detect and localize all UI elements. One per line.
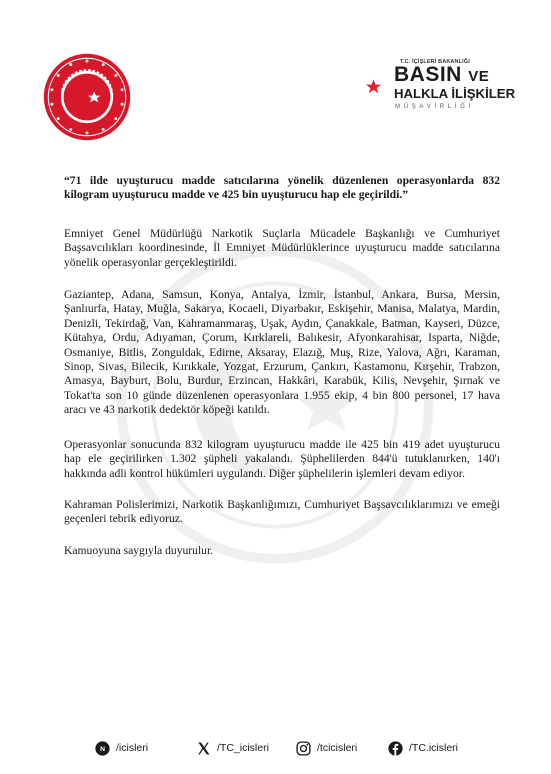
press-office-brand (338, 58, 528, 128)
brand-ministry: T.C. İÇİŞLERİ BAKANLIĞI (400, 59, 470, 65)
svg-text:N: N (100, 745, 105, 753)
social-instagram[interactable] (296, 738, 357, 758)
facebook-icon (388, 741, 403, 756)
social-handle-instagram: /tcicisleri (317, 742, 358, 754)
brand-ve: VE (468, 68, 490, 85)
brand-basin: BASIN (394, 63, 462, 86)
social-facebook[interactable] (388, 738, 458, 758)
paragraph-congratulations: Kahraman Polislerimizi, Narkotik Başkanlığımızı, Cumhuriyet Başsavcılıklarımızı ve emeği geçenleri tebrik ediyoruz. (64, 497, 500, 526)
brand-line1 (394, 64, 489, 85)
x-icon (196, 741, 211, 756)
paragraph-closing: Kamuoyuna saygıyla duyurulur. (64, 543, 214, 557)
press-office-logo-icon (338, 63, 386, 111)
social-handle-x: /TC_icisleri (217, 742, 269, 754)
paragraph-intro: Emniyet Genel Müdürlüğü Narkotik Suçlarla Mücadele Başkanlığı ve Cumhuriyet Başsavcılıkları koordinesinde, İl Emniyet Müdürlüklerince uyuşturucu madde satıcılarına yönelik operasyonlar gerçekleştirildi. (64, 226, 500, 269)
social-handle-facebook: /TC.icisleri (409, 742, 458, 754)
brand-line2: HALKLA İLİŞKİLER (394, 86, 516, 101)
paragraph-provinces: Gaziantep, Adana, Samsun, Konya, Antalya, İzmir, İstanbul, Ankara, Bursa, Mersin, Şanlıurfa, Hatay, Muğla, Sakarya, Kocaeli, Diyarbakır, Eskişehir, Manisa, Malatya, Mardin, Denizli, Tekirdağ, Van, Kahramanmaraş, Uşak, Aydın, Çanakkale, Batman, Kayseri, Düzce, Kütahya, Ordu, Adıyaman, Çorum, Kırklareli, Balıkesir, Afyonkarahisar, Isparta, Niğde, Osmaniye, Bitlis, Zonguldak, Edirne, Aksaray, Elazığ, Muş, Rize, Yalova, Ağrı, Karaman, Sinop, Sivas, Bilecik, Kırıkkale, Yozgat, Erzurum, Çankırı, Kastamonu, Kırşehir, Trabzon, Amasya, Bayburt, Bolu, Burdur, Erzincan, Hakkâri, Karabük, Kilis, Nevşehir, Şırnak ve Tokat'ta son 10 günde düzenlenen operasyonlara 1.955 ekip, 4 bin 800 personel, 17 hava aracı ve 43 narkotik dedektör köpeği katıldı. (64, 288, 500, 417)
press-release-title: “71 ilde uyuşturucu madde satıcılarına yönelik düzenlenen operasyonlarda 832 kilogram uyuşturucu madde ve 425 bin uyuşturucu hap ele geçirildi.” (64, 174, 500, 202)
nsosyal-icon (95, 741, 110, 756)
instagram-icon (296, 741, 311, 756)
social-x[interactable] (196, 738, 269, 758)
social-handle-nsosyal: /icisleri (116, 742, 149, 754)
press-release-body (64, 174, 500, 558)
paragraph-results: Operasyonlar sonucunda 832 kilogram uyuşturucu madde ile 425 bin 419 adet uyuşturucu hap ele geçirilirken 1.302 şüpheli yakalandı. Şüphelilerden 844'ü tutuklanırken, 140'ı hakkında adli kontrol hükümleri uygulandı. Diğer şüphelilerin işlemleri devam ediyor. (64, 437, 500, 480)
letterhead (0, 0, 551, 150)
ministry-seal-icon (42, 52, 132, 142)
social-footer (0, 738, 551, 762)
social-nsosyal[interactable] (95, 738, 148, 758)
brand-line3: MÜŞAVİRLİĞİ (395, 104, 474, 110)
